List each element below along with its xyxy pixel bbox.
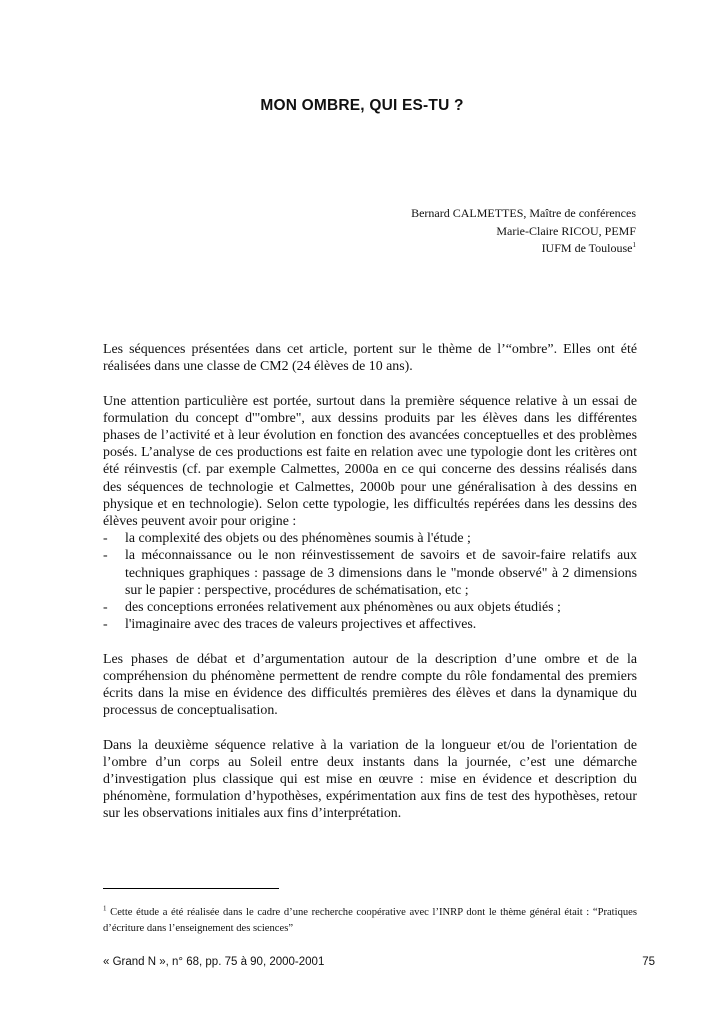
- paragraph-intro: Les séquences présentées dans cet article, portent sur le thème de l’“ombre”. Elles ont été réalisées dans une classe de CM2 (24 élèves de 10 ans).: [103, 342, 637, 375]
- article-body: [103, 341, 637, 840]
- footnote-ref: 1: [632, 241, 636, 249]
- list-item: - des conceptions erronées relativement aux phénomènes ou aux objets étudiés ;: [103, 600, 561, 616]
- article-title: MON OMBRE, QUI ES-TU ?: [260, 97, 464, 114]
- list-item-text: l'imaginaire avec des traces de valeurs projectives et affectives.: [125, 617, 477, 633]
- list-item: - la méconnaissance ou le non réinvestissement de savoirs et de savoir-faire relatifs aux techniques graphiques : passage de 3 dimensions dans le "monde observé" à 2 dimensions sur le papier : perspective, procédures de schématisation, etc ;: [103, 548, 637, 598]
- page-footer: [103, 956, 655, 968]
- page-number: 75: [642, 956, 655, 968]
- author-line-1: Bernard CALMETTES, Maître de conférences: [411, 206, 636, 220]
- footnote: [103, 905, 637, 937]
- list-item: - l'imaginaire avec des traces de valeurs projectives et affectives.: [103, 617, 477, 633]
- affiliation-text: IUFM de Toulouse: [541, 241, 633, 255]
- list-item-text: la méconnaissance ou le non réinvestissement de savoirs et de savoir-faire relatifs aux techniques graphiques : passage de 3 dimensions dans le "monde observé" à 2 dimensions sur le papier : perspective, procédures de schématisation, etc ;: [125, 548, 637, 598]
- paragraph-second-sequence: Dans la deuxième séquence relative à la variation de la longueur et/ou de l'orientation de l’ombre d’un corps au Soleil entre deux instants dans la journée, c’est une démarche d’investigation plus classique qui est mise en œuvre : mise en évidence et description du phénomène, formulation d’hypothèses, expérimentation aux fins de test des hypothèses, retour sur les observations initiales aux fins d’interprétation.: [103, 737, 637, 822]
- author-block: [411, 205, 636, 258]
- journal-citation: « Grand N », n° 68, pp. 75 à 90, 2000-2001: [103, 956, 325, 968]
- author-line-2: Marie-Claire RICOU, PEMF: [496, 223, 636, 238]
- paragraph-debate: Les phases de débat et d’argumentation autour de la description d’une ombre et de la compréhension du phénomène permettent de rendre compte du rôle fondamental des premiers écrits dans la mise en évidence des difficultés premières des élèves et dans la dynamique du processus de conceptualisation.: [103, 651, 637, 719]
- paragraph-typology: Une attention particulière est portée, surtout dans la première séquence relative à un essai de formulation du concept d'"ombre", aux dessins produits par les élèves dans les différentes phases de l’activité et à leur évolution en fonction des avancées conceptuelles et des problèmes posés. L’analyse de ces productions est faite en relation avec une typologie dont les critères ont été réinvestis (cf. par exemple Calmettes, 2000a en ce qui concerne des dessins réalisés dans des séquences de technologie et Calmettes, 2000b pour une généralisation à des dessins en physique et en technologie). Selon cette typologie, les difficultés repérées dans les dessins des élèves peuvent avoir pour origine :: [103, 393, 637, 530]
- list-item-text: des conceptions erronées relativement aux phénomènes ou aux objets étudiés ;: [125, 600, 561, 616]
- affiliation-line: [411, 240, 636, 258]
- footnote-text: Cette étude a été réalisée dans le cadre d’une recherche coopérative avec l’INRP dont le thème général était : “Pratiques d’écriture dans l’enseignement des sciences”: [103, 907, 637, 934]
- footnote-number: 1: [103, 904, 107, 913]
- footnote-divider: [103, 888, 279, 889]
- list-item: - la complexité des objets ou des phénomènes soumis à l'étude ;: [103, 531, 471, 547]
- list-item-text: la complexité des objets ou des phénomènes soumis à l'étude ;: [125, 531, 471, 547]
- difficulty-list: [103, 530, 637, 633]
